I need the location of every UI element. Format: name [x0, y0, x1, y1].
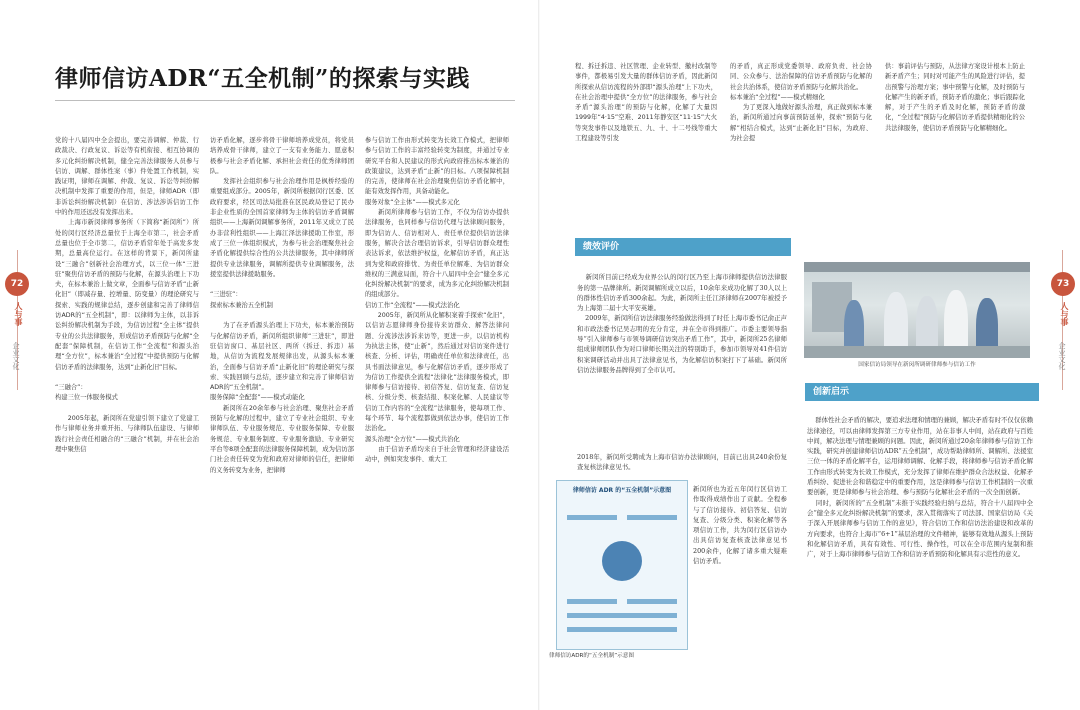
right-page-number: 73: [1051, 272, 1075, 296]
article-column-1: 党的十八届四中全会提出，要完善调解、仲裁、行政裁决、行政复议、诉讼等有机衔接、相互协调的多元化纠纷解决机制，健全完善法律服务人员参与信访、调解、群体性案（事）件处置工作机制，实践证明，律师在调解、仲裁、复议、诉讼等纠纷解决机制中发挥了重要的作用，但是，律师ADR（即非诉讼纠纷解决机制）在信访、涉法涉诉信访工作中的作用还远没有发挥出来。 上海市新闵律师事务所（下简称“新闵所”）所处的闵行区经济总量位于上海全市第二，社会矛盾总量也位于全市第二，信访矛盾常年处于高发多发期，总量高位运行。在这样的背景下，新闵所建设“三融合”创新社会治理方式，以三位一体“三进驻”聚焦信访矛盾的预防与化解，在源头治理上下功夫，在标本兼治上做文章，全面参与信访矛盾“止新化旧”（即减存量、控增量、防变量）的理论研究与探索、实践的规律总结，逐步创建和完善了律师信访ADR的“五全机制”，即：以律师为主体，以非诉讼纠纷解决机制为手段，为信访过程“全主体”提供专业的公共法律服务，形成信访矛盾预防与化解“全配套”保障机制，在信访工作“全流程”和源头治理“全方位”，标本兼治“全过程”中提供预防与化解信访矛盾的法律服务，达到“止新化旧”目标。 “三融合”： 构建三位一体服务模式 2005年起，新闵所在党建引领下建立了党建工作与律师业务并重开拓、与律师队伍建设、与律师践行社会责任相融合的“三融合”机制，并在社会治理中聚焦信: [55, 137, 199, 453]
diagram-bar: [627, 599, 677, 604]
diagram-bar: [627, 515, 677, 520]
innovation-paragraph-1: 群体性社会矛盾的解决，要追求法理和情理的兼顾，解决矛盾有时不仅仅依赖法律途径，可以由律师发挥第三方专业作用，站在非事人中间，站在政府与百姓中间，解决法理与情理兼顾的问题。因此，新闵所通过20余年律师参与信访工作实践，研究并创建律师信访ADR“五全机制”，成功帮助律师所、调解所、法援室三位一体的矛盾化解平台，运用律师调解、化解手段，将律师参与信访矛盾化解工作由形式转变为长效工作模式，充分发挥了律师在维护群众合法权益、化解矛盾纠纷、促进社会和谐稳定中的重要作用，这是律师参与信访工作机制的一次重要创新，更是律师参与社会治理、参与预防与化解社会矛盾的一次全面创新。: [807, 416, 1033, 497]
left-page-number: 72: [5, 272, 29, 296]
title-rule: [55, 100, 515, 101]
article-column-6: 供：事前评估与预防，从法律方案设计根本上防止新矛盾产生；同时对可能产生的风险进行评估，提出预警与治理方案；事中预警与化解，及时预防与化解产生的新矛盾，预防矛盾的激化；事后跟踪化解，对于产生的矛盾及时化解，预防矛盾的激化，“全过程”预防与化解信访矛盾提供精细化的公共法律服务，使信访矛盾预防与化解精细化。: [885, 63, 1025, 132]
article-column-5: 的矛盾，真正形成党委领导、政府负责、社会协同、公众参与、法治保障的信访矛盾预防与化解的社会共治体系，使信访矛盾预防与化解共治化。 标本兼治“全过程”——模式精细化 为了更深入地做好源头治理，真正做到标本兼治，新闵所通过向事前预防延伸，探索“预防与化解”相结合模式，达到“止新化旧”目标，为政府、为社会提: [730, 63, 872, 143]
five-mechanism-diagram: [556, 480, 688, 650]
right-subsection-label: 企业文化: [1058, 342, 1066, 370]
right-section-label: 人与事: [1060, 302, 1069, 326]
diagram-bar: [567, 599, 617, 604]
photo-desk: [804, 346, 1030, 358]
diagram-bar: [567, 515, 617, 520]
photo-caption: 国家信访局领导在新闵所调研律师参与信访工作: [858, 362, 976, 368]
photo-ceiling: [804, 262, 1030, 272]
innovation-paragraph-2: 同时，新闵所的“五全机制”未推于实践经验归纳与总结，符合十八届四中全会“健全多元化纠纷解决机制”的要求，深入贯彻落实了司法部、国家信访局《关于深入开展律师参与信访工作的意见》，符合信访工作和信访法治建设和改革的方向要求，也符合上海市“6+1”基层治理的文件精神，能够有效地从源头上预防和化解信访矛盾，具有有效性、可行性、操作性，可以在全市范围内复制和推广，对于上海市律师参与信访工作和信访矛盾预防和化解具有示范性的意义。: [807, 498, 1033, 559]
performance-paragraph-1: 新闵所目前已经成为业界公认的闵行区乃至上海市律师提供信访法律服务的第一品牌律所。新闵调解所成立以后，10余年来成功化解了30人以上的群体性信访矛盾300余起。为此，新闵所主任江泽律师在2007年被授予为上海第二届十大平安英雄。: [577, 273, 787, 313]
diagram-caption: 律师信访ADR的“五全机制”示意图: [549, 653, 634, 659]
left-section-label: 人与事: [14, 302, 23, 326]
left-subsection-label: 企业文化: [12, 342, 20, 370]
article-title: 律师信访ADR“五全机制”的探索与实践: [55, 65, 470, 92]
performance-box-heading: 绩效评价: [575, 238, 791, 256]
performance-paragraph-4: 新闵所也为近五年闵行区信访工作取得成绩作出了贡献。全程参与了信访接待、初信答复、信访复查、分级分类、积案化解等各项信访工作，共为闵行区信访办出具信访复查核查法律意见书200余件，化解了诸多重大疑难信访矛盾。: [693, 485, 787, 566]
meeting-photo: [804, 262, 1030, 358]
diagram-bar: [567, 627, 677, 632]
article-column-2: 访矛盾化解，逐步将骨干律师培养成党员，将党员培养成骨干律师，建立了一支有业务能力、愿意积极参与社会矛盾化解、承担社会责任的优秀律师团队。 发挥社会组织参与社会治理作用是枫桥经验的重要组成部分。2005年，新闵所根据闵行区委、区政府要求，经区司法局批准在区民政局登记了民办非企业性质的全国首家律师为主体的信访矛盾调解组织——上海新闵调解事务所，2011年又成立了民办非营利性组织——上海江泽法律援助工作室，形成了三位一体组织模式，为参与社会治理聚焦社会矛盾化解提供综合性的公共法律服务，其中律师所提供专业法律服务，调解所提供专业调解服务，法援室提供法律援助服务。 “三进驻”： 探索标本兼治五全机制 为了在矛盾源头治理上下功夫，标本兼治预防与化解信访矛盾，新闵所组织律师“三进驻”，即进驻信访窗口、基层社区、两所（拆迁、拆违）基地，从信访为流程发展规律出发，从源头标本兼治，全面参与信访矛盾“止新化旧”的理论研究与探索、实践回顾与总结，逐步建立和完善了律师信访ADR的“五全机制”。 服务保障“全配套”——模式动能化 新闵所在20余年参与社会治理、聚焦社会矛盾预防与化解的过程中，建立了专业社会组织、专业律师队伍、专业服务规范、专业服务保障、专业服务规范、专业服务制度、专业服务激励、专业研究平台等8项全配套的法律服务保障机制，成为信访部门社会责任转变为党和政府对律师的信任，把律师的义务转变为业务，把律师: [210, 137, 354, 474]
innovation-box-body: [807, 405, 1033, 663]
performance-box-body: [577, 262, 787, 474]
diagram-title: 律师信访 ADR 的“五全机制”示意图: [572, 487, 672, 494]
performance-paragraph-2: 2009年，新闵所信访法律服务经验做法得到了时任上海市委书记俞正声和市政法委书记吴志明的充分肯定，并在全市得到推广。市委主要领导指导“引入律师参与市领导调研信访突出矛盾工作”，其中，新闵所25名律师组成律师团队作为对口律师长期关注的特别助手，参加市领导对41件信访积案调研活动并出具了法律意见书，为化解信访积案打下了基础。新闵所信访法律服务品牌得到了全市认可。: [577, 314, 787, 374]
innovation-box-heading: 创新启示: [805, 383, 1039, 401]
performance-paragraph-3: 2018年，新闵所受聘成为上海市信访办法律顾问，目前已出具240余份复查复核法律意见书。: [577, 453, 787, 472]
diagram-bar: [567, 613, 677, 618]
diagram-center-node: [602, 541, 642, 581]
article-column-3: 参与信访工作由形式转变为长效工作模式，把律师参与信访工作的丰富经验转变为制度，并通过专业研究平台和人民建议的形式向政府推出标本兼治的政策建议，达到矛盾“止新”的目标。八项保障机制的完善，使律师在社会治理聚焦信访矛盾化解中，能有效发挥作用，具备动能化。 服务对象“全主体”——模式多元化 新闵所律师参与信访工作，不仅为信访办提供法律服务，也同样参与信访代理与法律顾问服务，即为信访人、信访相对人、责任单位提供信访法律服务，解决合法合理信访诉求，引导信访群众理性表达诉求，依法维护权益，化解信访矛盾，真正达到为党和政府排忧、为责任单位解难、为信访群众维权的三满意局面，符合十八届四中全会“健全多元化纠纷解决机制”的要求，成为多元化纠纷解决机制的组成部分。 信访工作“全流程”——模式法治化 2005年，新闵所从化解积案着手探索“化旧”，以信访志愿律师身份接待来访群众、解答法律问题、分流涉法涉诉来访等，更进一步，以信访机构为执法主体，使“止新”，然后通过对信访案件进行核查、分析、评估，明确责任单位和法律责任，出具书面法律意见，参与化解信访矛盾，逐步形成了为信访工作提供全流程“法律化”法律服务模式，即律师参与信访接待、初信答复、信访复查、信访复核、分级分类、核查结报、积案化解、人民建议等信访工作内容的“全流程”法律服务，使每项工作、每个环节、每个流程都做到依法办事，使信访工作法治化。 源头治理“全方位”——模式共治化 由于信访矛盾均来自于社会管理和经济建设活动中，例如突发事件、重大工: [365, 137, 509, 464]
article-column-4: 程、拆迁拆违、社区管理、企业转型、撤村改制等事件，都极易引发大量的群体信访矛盾，因此新闵所探索从信访流程的外部即“源头治理”上下功夫，在社会治理中提供“全方位”的法律服务，参与社会矛盾“源头治理”的预防与化解，化解了大量因1999年“4·15”空难、2011年静安区“11·15”大火等突发事件以及地铁五、九、十、十二号线等重大工程建设等引发: [575, 63, 717, 143]
